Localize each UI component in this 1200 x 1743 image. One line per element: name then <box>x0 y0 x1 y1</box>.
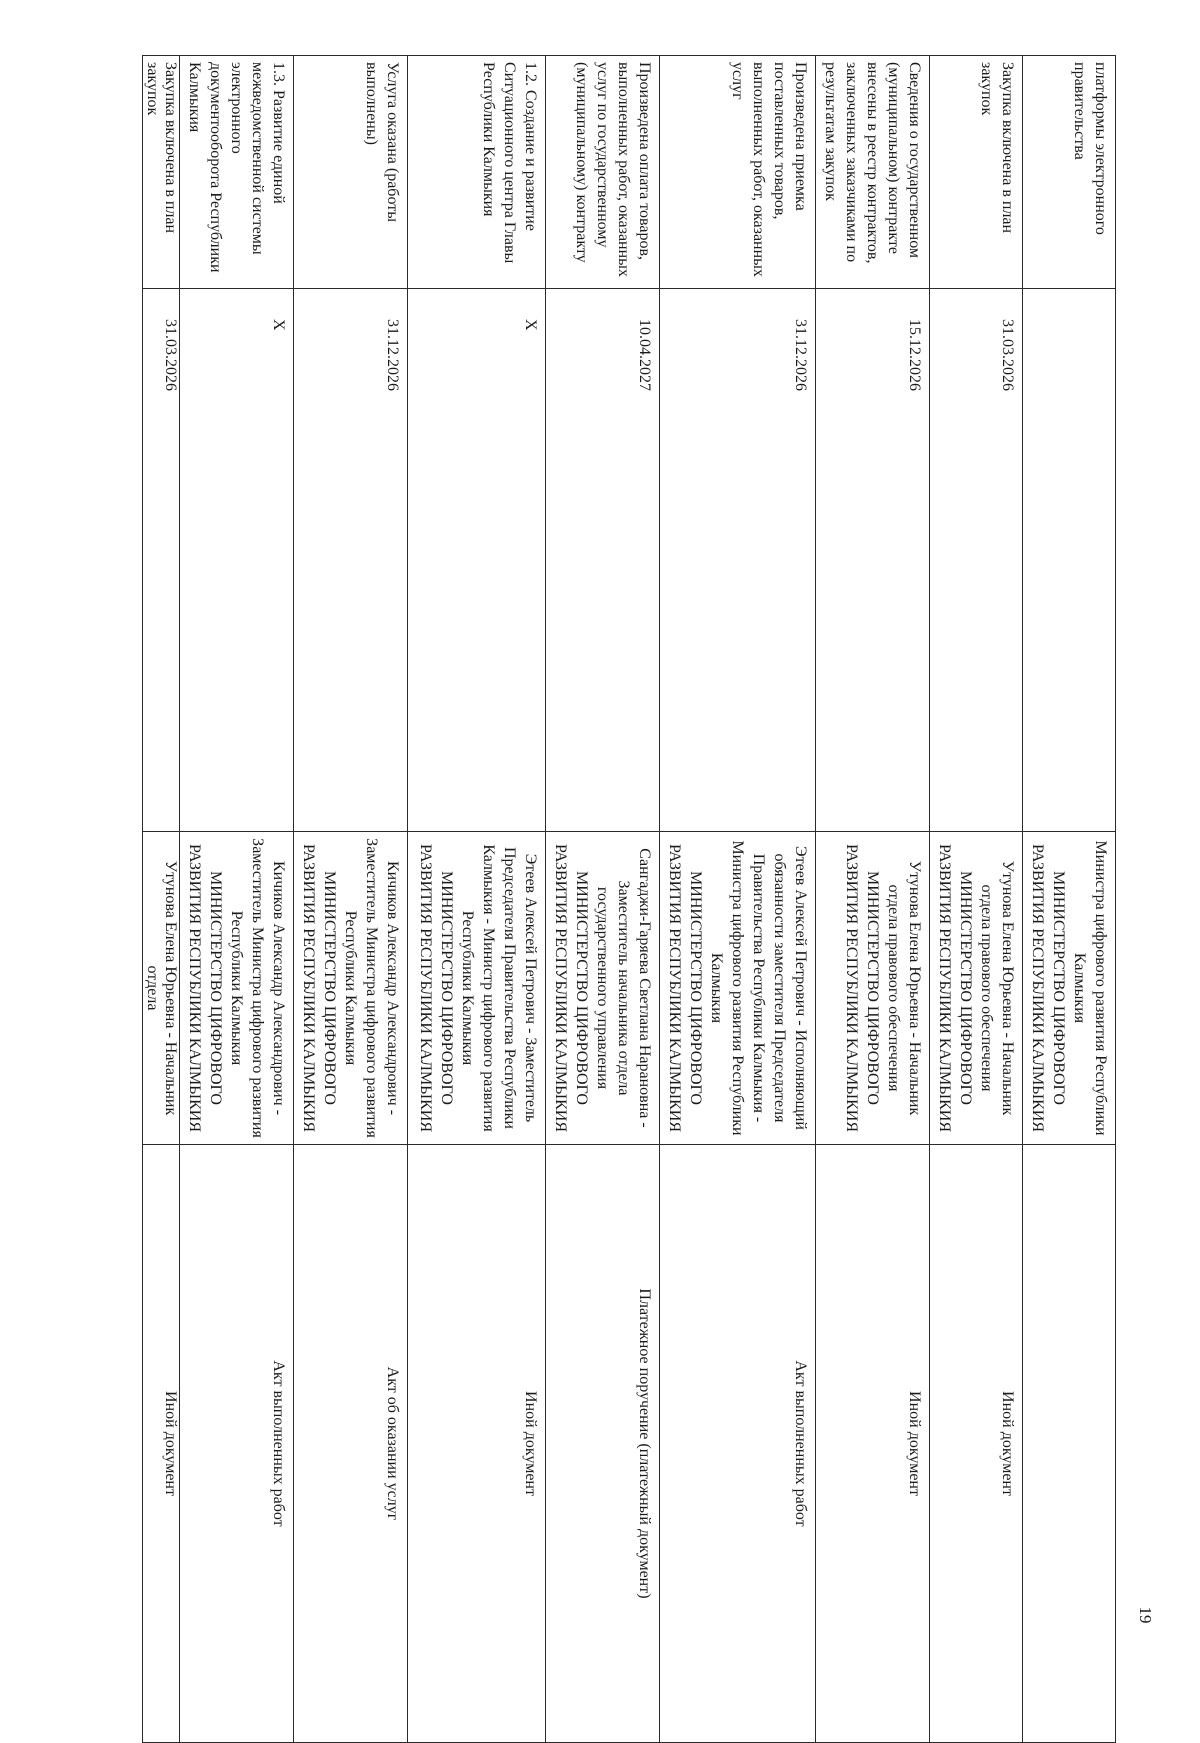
result-cell: 1.2. Создание и развитие Ситуационного центра Главы Республики Калмыкия <box>408 56 546 289</box>
responsible-cell: Утунова Елена Юрьевна - Начальник отдела правового обеспечения МИНИСТЕРСТВО ЦИФРОВОГО РАЗВИТИЯ РЕСПУБЛИКИ КАЛМЫКИЯ <box>930 832 1023 1145</box>
date-cell <box>930 289 1023 832</box>
result-cell: Сведения о государственном (муниципальном) контракте внесены в реестр контрактов, заключенных заказчиками по результатам закупок <box>816 56 930 289</box>
document-cell: Платежное поручение (платежный документ) <box>546 1145 660 1743</box>
responsible-cell: Министра цифрового развития Республики Калмыкия МИНИСТЕРСТВО ЦИФРОВОГО РАЗВИТИЯ РЕСПУБЛИКИ КАЛМЫКИЯ <box>1023 832 1116 1145</box>
date-cell <box>546 289 660 832</box>
date-value: 31.03.2026 <box>999 319 1016 391</box>
date-value: 31.12.2026 <box>792 319 809 391</box>
document-cell: Иной документ <box>816 1145 930 1743</box>
responsible-cell: Этеев Алексей Петрович - Заместитель Председателя Правительства Республики Калмыкия - Министр цифрового развития Республики Калмыкия МИНИСТЕРСТВО ЦИФРОВОГО РАЗВИТИЯ РЕСПУБЛИКИ КАЛМЫКИЯ <box>408 832 546 1145</box>
document-cell: Иной документ <box>408 1145 546 1743</box>
result-cell: Закупка включена в план закупок <box>930 56 1023 289</box>
document-cell <box>1023 1145 1116 1743</box>
result-cell: Произведена приемка поставленных товаров, выполненных работ, оказанных услуг <box>660 56 816 289</box>
date-value: 31.03.2026 <box>162 319 179 391</box>
responsible-cell: Этеев Алексей Петрович - Исполняющий обязанности заместителя Председателя Правительства Республики Калмыкия - Министра цифрового развития Республики Калмыкия МИНИСТЕРСТВО ЦИФРОВОГО РАЗВИТИЯ РЕСПУБЛИКИ КАЛМЫКИЯ <box>660 832 816 1145</box>
date-value: 31.12.2026 <box>384 319 401 391</box>
date-value: X <box>270 319 287 331</box>
table-row <box>180 56 294 1743</box>
table-row <box>408 56 546 1743</box>
table-row <box>1023 56 1116 1743</box>
result-cell: Услуга оказана (работы выполнены) <box>294 56 408 289</box>
date-cell <box>816 289 930 832</box>
document-cell: Иной документ <box>143 1145 180 1743</box>
date-cell <box>294 289 408 832</box>
table-row <box>930 56 1023 1743</box>
date-value: 15.12.2026 <box>906 319 923 391</box>
date-cell <box>660 289 816 832</box>
responsible-cell: Утунова Елена Юрьевна - Начальник отдела <box>143 832 180 1145</box>
result-cell: Произведена оплата товаров, выполненных работ, оказанных услуг по государственному (муниципальному) контракту <box>546 56 660 289</box>
result-cell: Закупка включена в план закупок <box>143 56 180 289</box>
responsible-cell: Сангаджи-Гаряева Светлана Нарановна - Заместитель начальника отдела государственного управления МИНИСТЕРСТВО ЦИФРОВОГО РАЗВИТИЯ РЕСПУБЛИКИ КАЛМЫКИЯ <box>546 832 660 1145</box>
result-cell: 1.3. Развитие единой межведомственной системы электронного документооборота Республики Калмыкия <box>180 56 294 289</box>
date-cell <box>180 289 294 832</box>
date-value: 10.04.2027 <box>636 319 653 391</box>
control-points-table <box>142 55 1116 1743</box>
table-row <box>816 56 930 1743</box>
date-cell <box>1023 289 1116 832</box>
result-cell: платформы электронного правительства <box>1023 56 1116 289</box>
date-cell <box>143 289 180 832</box>
document-cell: Акт об оказании услуг <box>294 1145 408 1743</box>
document-cell: Акт выполненных работ <box>180 1145 294 1743</box>
table-row <box>546 56 660 1743</box>
page-number: 19 <box>1136 1606 1155 1624</box>
table-row <box>660 56 816 1743</box>
date-cell <box>408 289 546 832</box>
table-row <box>143 56 180 1743</box>
responsible-cell: Утунова Елена Юрьевна - Начальник отдела правового обеспечения МИНИСТЕРСТВО ЦИФРОВОГО РАЗВИТИЯ РЕСПУБЛИКИ КАЛМЫКИЯ <box>816 832 930 1145</box>
date-value: X <box>522 319 539 331</box>
table-row <box>294 56 408 1743</box>
responsible-cell: Кичиков Александр Александрович - Заместитель Министра цифрового развития Республики Калмыкия МИНИСТЕРСТВО ЦИФРОВОГО РАЗВИТИЯ РЕСПУБЛИКИ КАЛМЫКИЯ <box>294 832 408 1145</box>
responsible-cell: Кичиков Александр Александрович - Заместитель Министра цифрового развития Республики Калмыкия МИНИСТЕРСТВО ЦИФРОВОГО РАЗВИТИЯ РЕСПУБЛИКИ КАЛМЫКИЯ <box>180 832 294 1145</box>
document-cell: Акт выполненных работ <box>660 1145 816 1743</box>
document-cell: Иной документ <box>930 1145 1023 1743</box>
